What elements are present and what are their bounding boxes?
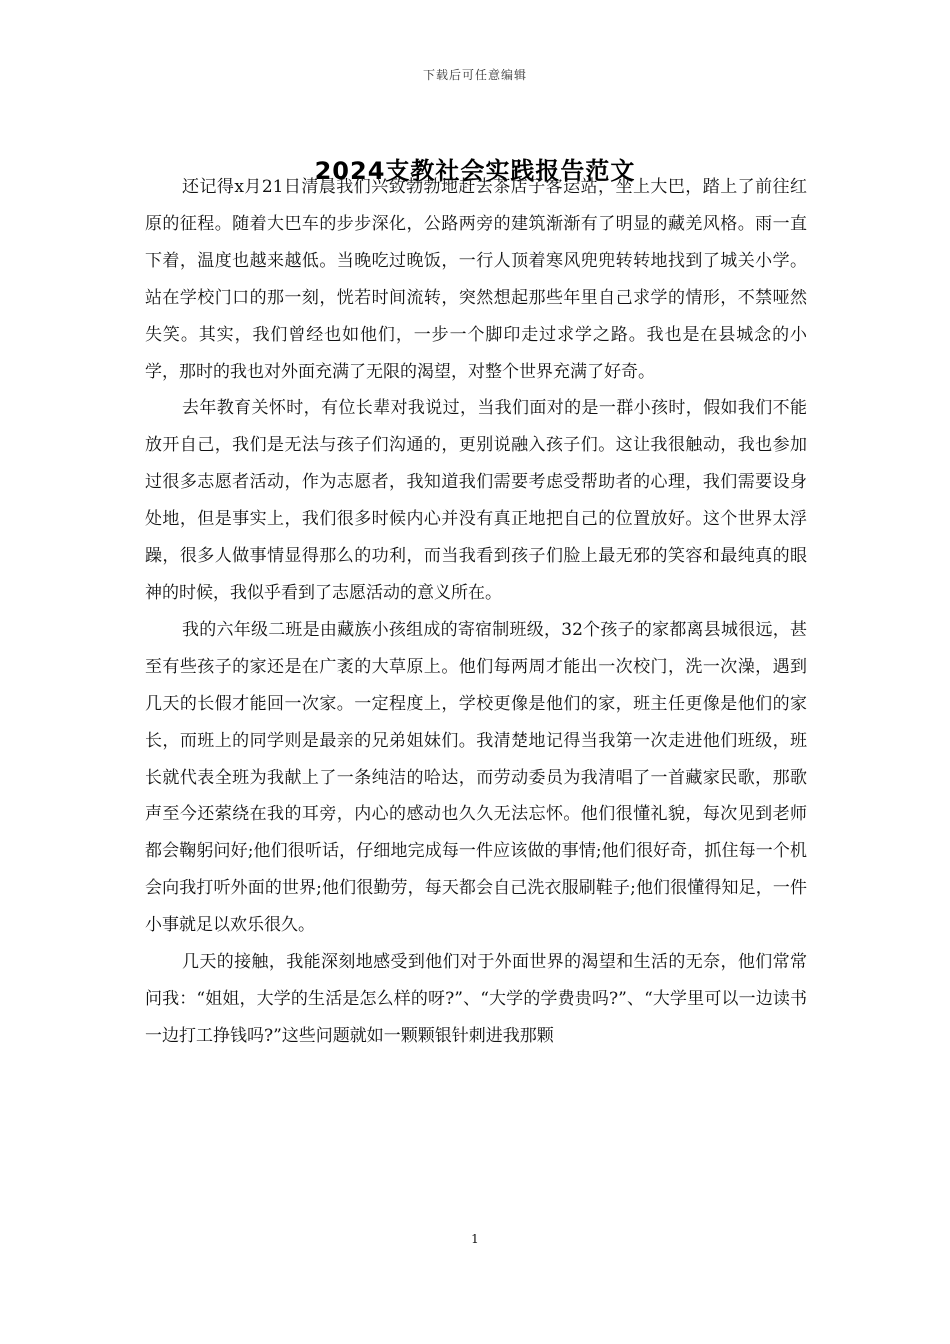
- paragraph-1: 还记得x月21日清晨我们兴致勃勃地赶去茶店子客运站，坐上大巴，踏上了前往红原的征程。随着大巴车的步步深化，公路两旁的建筑渐渐有了明显的藏羌风格。雨一直下着，温度也越来越低。当晚吃过晚饭，一行人顶着寒风兜兜转转地找到了城关小学。站在学校门口的那一刻，恍若时间流转，突然想起那些年里自己求学的情形，不禁哑然失笑。其实，我们曾经也如他们，一步一个脚印走过求学之路。我也是在县城念的小学，那时的我也对外面充满了无限的渴望，对整个世界充满了好奇。: [145, 177, 807, 382]
- document-title: 2024支教社会实践报告范文: [314, 157, 636, 185]
- page-number: 1: [471, 1232, 479, 1246]
- paragraph-4: 几天的接触，我能深刻地感受到他们对于外面世界的渴望和生活的无奈，他们常常问我：“姐姐，大学的生活是怎么样的呀?”、“大学的学费贵吗?”、“大学里可以一边读书一边打工挣钱吗?”这些问题就如一颗颗银针刺进我那颗: [145, 952, 807, 1046]
- document-body: [145, 169, 807, 1055]
- paragraph-3: 我的六年级二班是由藏族小孩组成的寄宿制班级，32个孩子的家都离县城很远，甚至有些孩子的家还是在广袤的大草原上。他们每两周才能出一次校门，洗一次澡，遇到几天的长假才能回一次家。一定程度上，学校更像是他们的家，班主任更像是他们的家长，而班上的同学则是最亲的兄弟姐妹们。我清楚地记得当我第一次走进他们班级，班长就代表全班为我献上了一条纯洁的哈达，而劳动委员为我清唱了一首藏家民歌，那歌声至今还萦绕在我的耳旁，内心的感动也久久无法忘怀。他们很懂礼貌，每次见到老师都会鞠躬问好;他们很听话，仔细地完成每一件应该做的事情;他们很好奇，抓住每一个机会向我打听外面的世界;他们很勤劳，每天都会自己洗衣服刷鞋子;他们很懂得知足，一件小事就足以欢乐很久。: [145, 619, 807, 936]
- page-header: 下载后可任意编辑: [422, 68, 527, 82]
- paragraph-2: 去年教育关怀时，有位长辈对我说过，当我们面对的是一群小孩时，假如我们不能放开自己，我们是无法与孩子们沟通的，更别说融入孩子们。这让我很触动，我也参加过很多志愿者活动，作为志愿者，我知道我们需要考虑受帮助者的心理，我们需要设身处地，但是事实上，我们很多时候内心并没有真正地把自己的位置放好。这个世界太浮躁，很多人做事情显得那么的功利，而当我看到孩子们脸上最无邪的笑容和最纯真的眼神的时候，我似乎看到了志愿活动的意义所在。: [145, 398, 807, 603]
